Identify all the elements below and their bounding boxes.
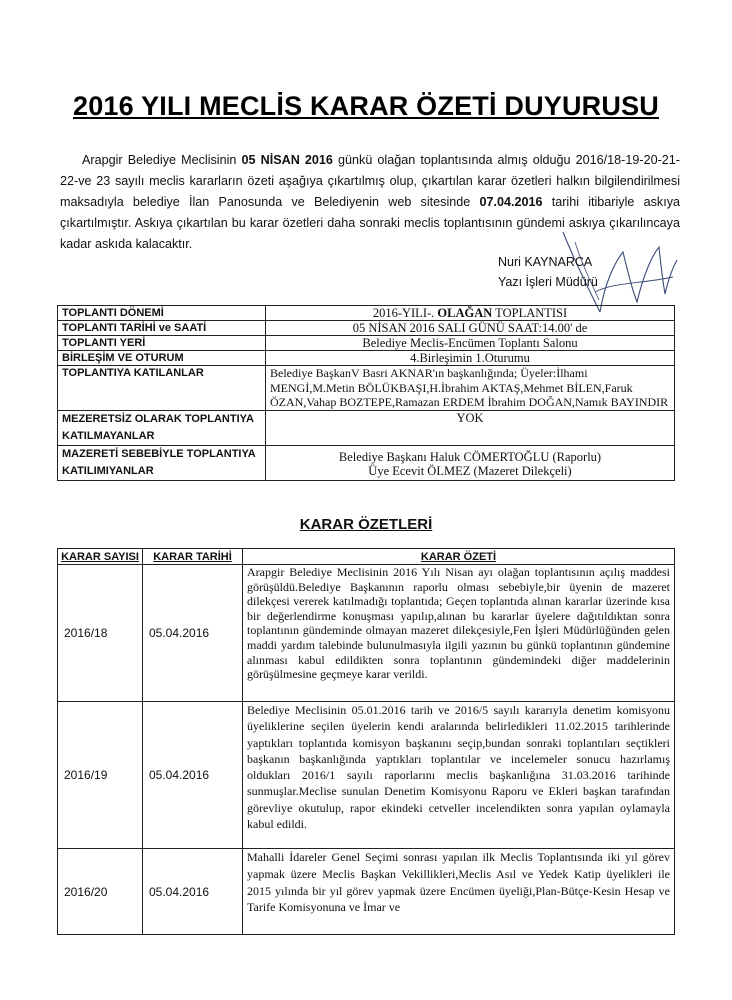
header-karar-ozeti: KARAR ÖZETİ xyxy=(243,549,675,565)
mazeretli-line-2: Üye Ecevit ÖLMEZ (Mazeret Dilekçeli) xyxy=(368,463,572,478)
karar-ozetleri-heading: KARAR ÖZETLERİ xyxy=(299,516,433,533)
intro-text-2: günkü olağan toplantısında almış olduğu 2016/18-19-20-21-22-ve 23 sayılı meclis kararların özeti aşağıya çıkartılmış olup, çıkartılan karar özetleri halkın bilgilendirilmesi maksadıyla belediye İlan Panosunda ve Belediyenin web sitesinde xyxy=(60,153,680,209)
karar-sayi: 2016/19 xyxy=(58,702,143,849)
info-row-yer xyxy=(58,336,675,351)
tarih-label: TOPLANTI TARİHİ ve SAATİ xyxy=(58,321,266,336)
karar-ozet: Mahalli İdareler Genel Seçimi sonrası yapılan ilk Meclis Toplantısında iki yıl görev yapmak üzere Meclis Başkan Vekillikleri,Meclis Asıl ve Yedek Katip üyelikleri ile 2015 yılında bir yıl görev yapmak üzere Encümen üyeliği,Plan-Bütçe-Kesin Hesap ve Tarife Komisyonuna ve İmar ve xyxy=(243,849,675,935)
yer-label: TOPLANTI YERİ xyxy=(58,336,266,351)
mazeretli-value xyxy=(266,445,675,480)
karar-tarih: 05.04.2016 xyxy=(143,565,243,702)
mazeretli-label: MAZERETİ SEBEBİYLE TOPLANTIYA KATILIMIYANLAR xyxy=(58,445,266,480)
header-karar-sayisi: KARAR SAYISI xyxy=(58,549,143,565)
page-title: 2016 YILI MECLİS KARAR ÖZETİ DUYURUSU xyxy=(73,91,659,121)
info-row-birlesim xyxy=(58,351,675,366)
donem-type: OLAĞAN xyxy=(437,306,493,320)
intro-text-3: tarihi itibariyle askıya çıkartılmıştır. Askıya çıkartılan bu karar özetleri daha sonraki meclis toplantısının gündemi askıya çıkarılıncaya kadar askıda kalacaktır. xyxy=(60,195,680,251)
info-row-mazeretli xyxy=(58,445,675,480)
karar-table xyxy=(57,548,675,935)
signer-block xyxy=(498,252,598,292)
karar-sayi: 2016/20 xyxy=(58,849,143,935)
meeting-date: 05 NİSAN 2016 xyxy=(241,153,333,167)
info-row-tarih xyxy=(58,321,675,336)
intro-text-1: Arapgir Belediye Meclisinin xyxy=(82,153,242,167)
karar-ozet: Belediye Meclisinin 05.01.2016 tarih ve 2016/5 sayılı kararıyla denetim komisyonu üyeliklerine seçilen üyelerin kendi aralarında belirledikleri 11.02.2015 tarihlerinde yaptıkları toplantıda komisyon başkanını seçip,bundan sonraki toplantıları seçtikleri başkanın başkanlığında yaptıkları toplantılar ve incelemeler sonucu hazırlamış oldukları 2016/1 sayılı raporlarını meclis başkanlığına 31.03.2016 tarihinde sunmuşlar.Meclise sunulan Denetim Komisyonu Raporu ve Ekleri başkan tarafından görevliye okutulup, rapor ekindeki cetveller incelendikten sonra yapılan oylamayla kabul edildi. xyxy=(243,702,675,849)
meeting-info-table xyxy=(57,305,675,481)
table-row xyxy=(58,565,675,702)
info-row-mazeretsiz xyxy=(58,410,675,445)
birlesim-label: BİRLEŞİM VE OTURUM xyxy=(58,351,266,366)
yer-value: Belediye Meclis-Encümen Toplantı Salonu xyxy=(266,336,675,351)
karar-tarih: 05.04.2016 xyxy=(143,702,243,849)
info-row-katilanlar xyxy=(58,366,675,411)
birlesim-value: 4.Birleşimin 1.Oturumu xyxy=(266,351,675,366)
karar-sayi: 2016/18 xyxy=(58,565,143,702)
karar-ozet: Arapgir Belediye Meclisinin 2016 Yılı Nisan ayı olağan toplantısının açılış maddesi görüşüldü.Belediye Başkanının raporlu olması sebebiyle,bir üyenin de mazeret dilekçesi vererek katılmadığı toplantıda; Geçen toplantıda alınan kararlar üzerinde kısa bir değerlendirme konuşması yapılıp,alınan bu kararlar üyelere dağıtıldıktan sonra toplantının gündeminde olmayan mazeret dilekçesiyle,Fen İşleri Müdürlüğünden gelen maddi yardım talebinde bulunulmasıyla ilgili yazının bu günkü toplantının gündemine alınması kabul edildikten sonra toplantının gündemindeki diğer maddelerinin görüşülmesine geçmeye karar verildi. xyxy=(243,565,675,702)
donem-prefix: 2016-YILI-. xyxy=(372,306,438,320)
table-row xyxy=(58,849,675,935)
donem-value xyxy=(266,306,675,321)
karar-tarih: 05.04.2016 xyxy=(143,849,243,935)
donem-suffix: TOPLANTISI xyxy=(492,306,568,320)
header-karar-tarihi: KARAR TARİHİ xyxy=(143,549,243,565)
signer-name: Nuri KAYNARCA xyxy=(498,255,593,269)
table-row xyxy=(58,702,675,849)
karar-header-row xyxy=(58,549,675,565)
katilanlar-label: TOPLANTIYA KATILANLAR xyxy=(58,366,266,411)
info-row-donem xyxy=(58,306,675,321)
tarih-value: 05 NİSAN 2016 SALI GÜNÜ SAAT:14.00' de xyxy=(266,321,675,336)
katilanlar-value: Belediye BaşkanV Basri AKNAR'ın başkanlığında; Üyeler:İlhami MENGİ,M.Metin BÖLÜKBAŞI,H.İbrahim AKTAŞ,Mehmet BİLEN,Faruk ÖZAN,Vahap BOZTEPE,Ramazan ERDEM İbrahim DOĞAN,Namık BAYINDIR xyxy=(266,366,675,411)
donem-label: TOPLANTI DÖNEMİ xyxy=(58,306,266,321)
posting-date: 07.04.2016 xyxy=(479,195,543,209)
mazeretsiz-value: YOK xyxy=(266,410,675,445)
mazeretli-line-1: Belediye Başkanı Haluk CÖMERTOĞLU (Raporlu) xyxy=(338,449,602,464)
mazeretsiz-label: MEZERETSİZ OLARAK TOPLANTIYA KATILMAYANLAR xyxy=(58,410,266,445)
signer-role: Yazı İşleri Müdürü xyxy=(498,275,598,289)
